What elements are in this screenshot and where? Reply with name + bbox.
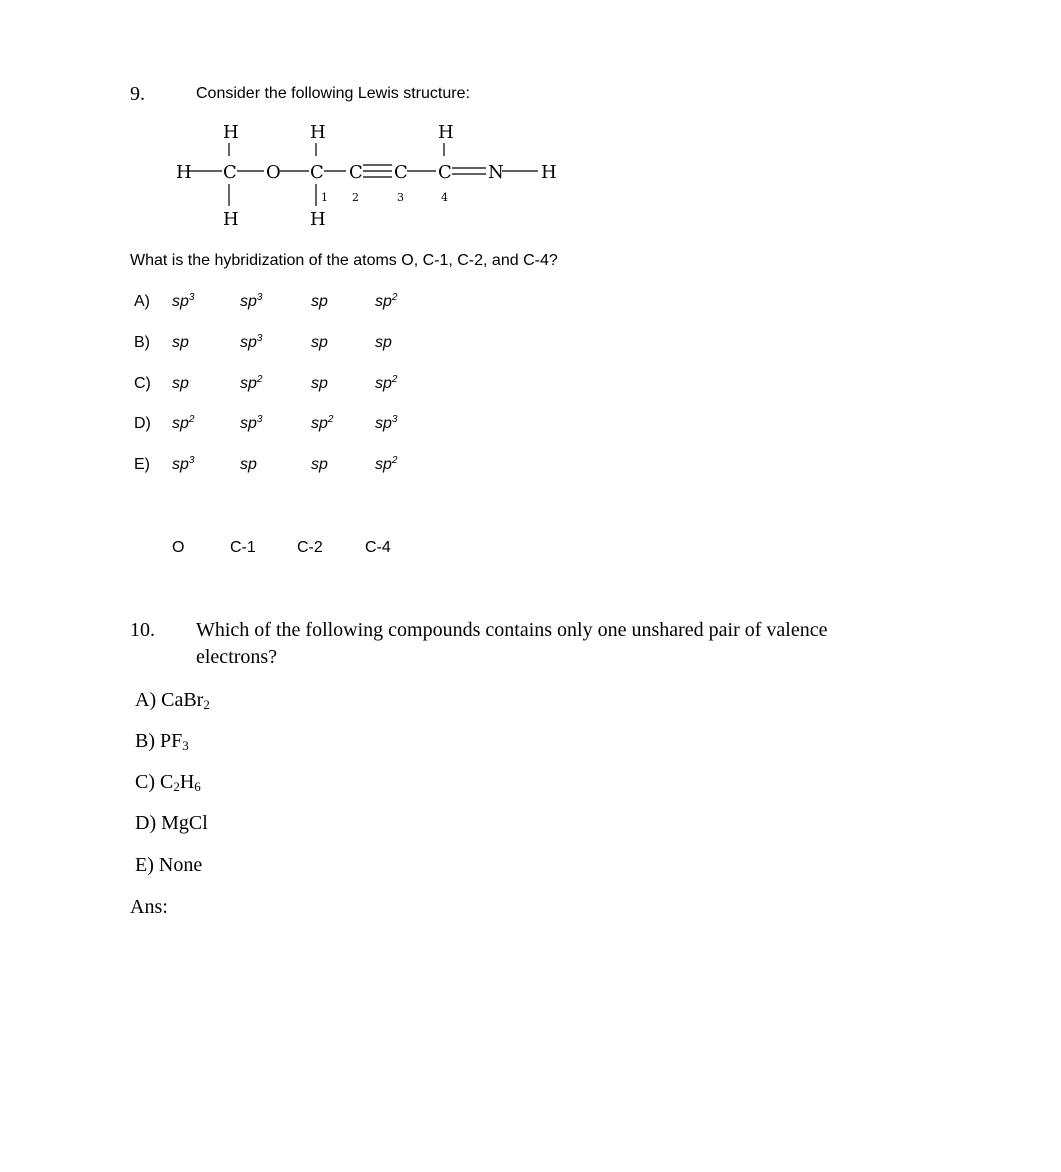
hybridization-base: sp	[311, 415, 328, 432]
hybridization-value	[311, 293, 328, 311]
answer-option-label: A)	[134, 293, 150, 310]
hybridization-value	[375, 293, 397, 311]
hybridization-base: sp	[311, 293, 328, 310]
hybridization-value	[172, 334, 189, 352]
hybridization-base: sp	[375, 293, 392, 310]
formula-subscript: 2	[173, 779, 180, 794]
hybridization-base: sp	[172, 415, 189, 432]
formula-text: C	[160, 771, 174, 793]
formula-subscript: 6	[194, 779, 201, 794]
hybridization-exponent: 2	[327, 414, 334, 425]
answer-option-label: D)	[134, 415, 151, 432]
hybridization-value	[311, 334, 328, 352]
atom-h-top-3: H	[438, 122, 454, 143]
hybridization-value	[172, 375, 189, 393]
column-label-c4: C-4	[365, 539, 391, 556]
atom-c3: C	[394, 162, 408, 183]
compound-option-label: E)	[135, 854, 159, 876]
hybridization-value	[240, 334, 262, 352]
hybridization-base: sp	[375, 375, 392, 392]
hybridization-base: sp	[172, 334, 189, 351]
formula-text: H	[179, 771, 195, 793]
compound-option	[135, 771, 201, 794]
compound-option-label: B)	[135, 730, 160, 752]
hybridization-value	[311, 456, 328, 474]
atom-c4: C	[438, 162, 452, 183]
atom-c1: C	[310, 162, 324, 183]
hybridization-base: sp	[311, 456, 328, 473]
hybridization-value	[172, 456, 194, 474]
atom-h-bottom-2: H	[310, 209, 326, 230]
hybridization-exponent: 3	[188, 292, 195, 303]
hybridization-exponent: 3	[256, 414, 263, 425]
hybridization-exponent: 2	[188, 414, 195, 425]
hybridization-value	[311, 375, 328, 393]
hybridization-exponent: 2	[391, 455, 398, 466]
hybridization-base: sp	[375, 415, 392, 432]
hybridization-value	[172, 415, 194, 433]
compound-option-label: C)	[135, 771, 160, 793]
column-label-o: O	[172, 539, 185, 556]
hybridization-base: sp	[172, 456, 189, 473]
hybridization-base: sp	[240, 415, 257, 432]
hybridization-exponent: 3	[188, 455, 195, 466]
atom-h-left: H	[176, 162, 192, 183]
atom-h-top-2: H	[310, 122, 326, 143]
question-9-prompt: Consider the following Lewis structure:	[196, 85, 470, 102]
hybridization-exponent: 3	[256, 292, 263, 303]
hybridization-base: sp	[375, 334, 392, 351]
hybridization-value	[240, 456, 257, 474]
column-label-c1: C-1	[230, 539, 256, 556]
atom-h-top-1: H	[223, 122, 239, 143]
hybridization-base: sp	[240, 456, 257, 473]
hybridization-value	[240, 293, 262, 311]
compound-option-label: D)	[135, 812, 162, 834]
hybridization-base: sp	[172, 293, 189, 310]
hybridization-value	[172, 293, 194, 311]
hybridization-base: sp	[375, 456, 392, 473]
lewis-structure	[170, 118, 570, 233]
hybridization-value	[375, 334, 392, 352]
question-9-number: 9.	[130, 83, 145, 105]
hybridization-exponent: 3	[256, 333, 263, 344]
hybridization-base: sp	[240, 293, 257, 310]
hybridization-value	[240, 375, 262, 393]
hybridization-exponent: 2	[391, 374, 398, 385]
hybridization-value	[375, 456, 397, 474]
atom-c-methyl: C	[223, 162, 237, 183]
compound-option-label: A)	[135, 689, 162, 711]
question-9-text: What is the hybridization of the atoms O, C-1, C-2, and C-4?	[130, 252, 558, 269]
carbon-number-1: 1	[321, 191, 328, 204]
formula-text: CaBr	[161, 689, 204, 711]
hybridization-exponent: 3	[391, 414, 398, 425]
atom-h-bottom-1: H	[223, 209, 239, 230]
compound-option	[135, 689, 210, 712]
atom-n: N	[488, 162, 504, 183]
question-10-number: 10.	[130, 619, 155, 641]
hybridization-base: sp	[311, 334, 328, 351]
formula-text: PF	[160, 730, 183, 752]
hybridization-exponent: 2	[391, 292, 398, 303]
hybridization-value	[240, 415, 262, 433]
answer-option-label: B)	[134, 334, 150, 351]
hybridization-base: sp	[240, 334, 257, 351]
atom-o: O	[266, 162, 281, 183]
hybridization-exponent: 2	[256, 374, 263, 385]
compound-option	[135, 730, 189, 753]
question-10-text-line1: Which of the following compounds contains only one unshared pair of valence	[196, 619, 828, 641]
atom-c2: C	[349, 162, 363, 183]
carbon-number-4: 4	[441, 191, 448, 204]
answer-label: Ans:	[130, 896, 168, 918]
hybridization-value	[375, 415, 397, 433]
compound-option	[135, 854, 202, 877]
answer-option-label: C)	[134, 375, 151, 392]
hybridization-base: sp	[172, 375, 189, 392]
formula-text: None	[158, 854, 203, 876]
hybridization-value	[311, 415, 333, 433]
hybridization-base: sp	[311, 375, 328, 392]
question-10-text-line2: electrons?	[196, 646, 278, 668]
carbon-number-2: 2	[352, 191, 359, 204]
answer-option-label: E)	[134, 456, 150, 473]
hybridization-base: sp	[240, 375, 257, 392]
carbon-number-3: 3	[397, 191, 404, 204]
atom-h-right: H	[541, 162, 557, 183]
formula-text: MgCl	[161, 812, 208, 834]
formula-subscript: 3	[182, 738, 189, 753]
column-label-c2: C-2	[297, 539, 323, 556]
compound-option	[135, 812, 208, 835]
hybridization-value	[375, 375, 397, 393]
formula-subscript: 2	[203, 697, 210, 712]
